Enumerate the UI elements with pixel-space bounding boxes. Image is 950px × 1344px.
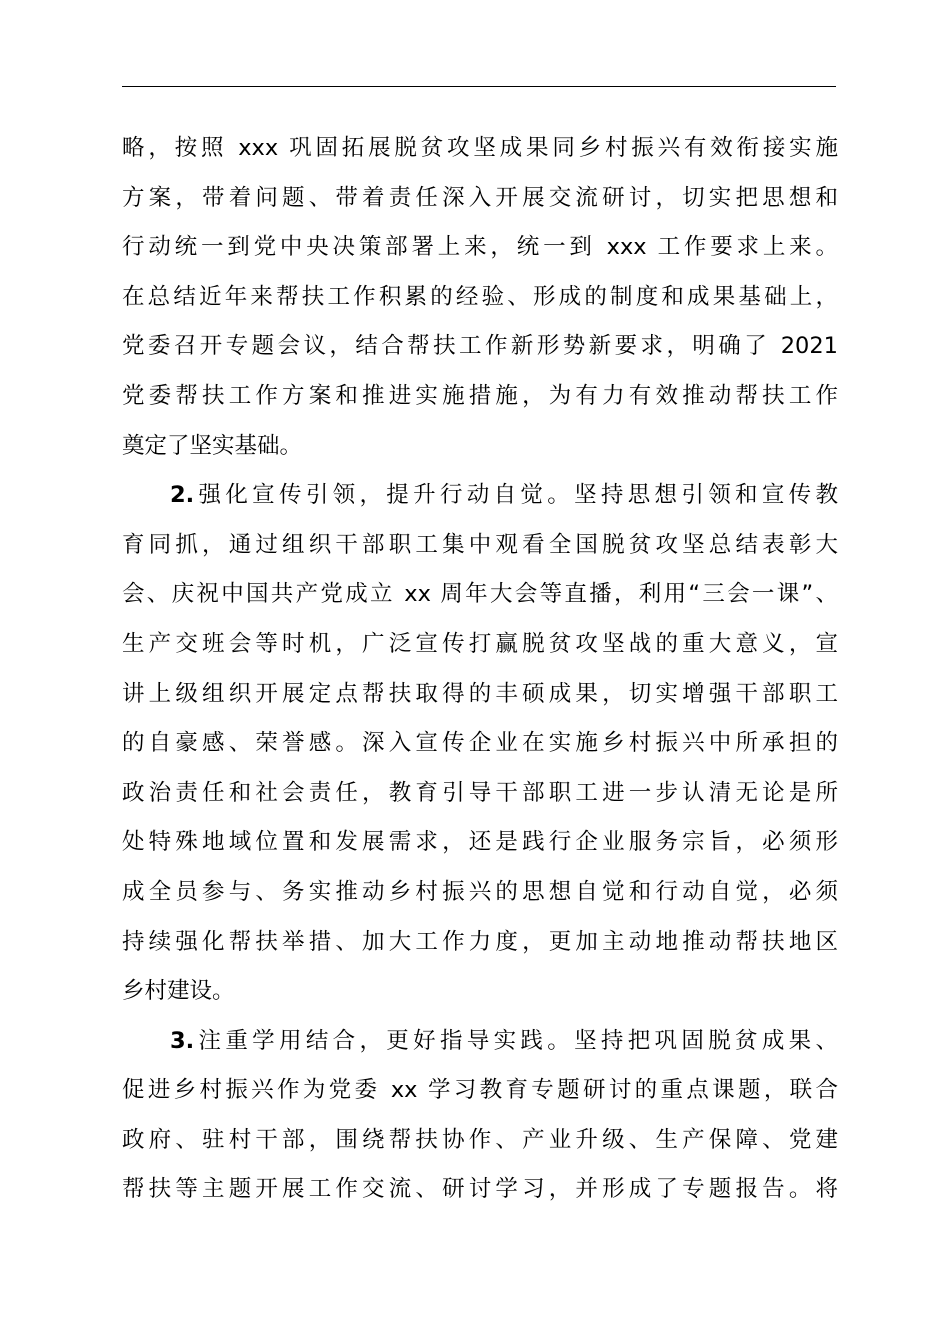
paragraph-2-line-6: 的自豪感、荣誉感。深入宣传企业在实施乡村振兴中所承担的 [122,730,838,757]
document-body [122,124,838,1215]
paragraph-3-first-line [122,1017,838,1067]
paragraph-1-line-3: 行动统一到党中央决策部署上来，统一到 xxx 工作要求上来。 [122,234,838,261]
paragraph-2-line-3: 会、庆祝中国共产党成立 xx 周年大会等直播，利用“三会一课”、 [122,581,838,608]
paragraph-1-line-6: 党委帮扶工作方案和推进实施措施，为有力有效推动帮扶工作 [122,382,838,409]
paragraph-2-line-7: 政治责任和社会责任，教育引导干部职工进一步认清无论是所 [122,779,838,806]
header-rule [122,86,836,87]
paragraph-1 [122,124,838,471]
paragraph-1-line-2: 方案，带着问题、带着责任深入开展交流研讨，切实把思想和 [122,184,838,211]
paragraph-2-line-8: 处特殊地域位置和发展需求，还是践行企业服务宗旨，必须形 [122,829,838,856]
paragraph-1-line-5: 党委召开专题会议，结合帮扶工作新形势新要求，明确了 2021 [122,333,838,360]
paragraph-3-line-2: 促进乡村振兴作为党委 xx 学习教育专题研讨的重点课题，联合 [122,1077,838,1104]
paragraph-2-line-10: 持续强化帮扶举措、加大工作力度，更加主动地推动帮扶地区 [122,928,838,955]
paragraph-1-line-7: 奠定了坚实基础。 [122,432,303,459]
paragraph-2-line-9: 成全员参与、务实推动乡村振兴的思想自觉和行动自觉，必须 [122,878,838,905]
paragraph-2-number: 2. [170,482,195,509]
paragraph-3 [122,1017,838,1215]
paragraph-3-line-3: 政府、驻村干部，围绕帮扶协作、产业升级、生产保障、党建 [122,1126,838,1153]
paragraph-3-heading-text: 注重学用结合，更好指导实践。坚持把巩固脱贫成果、 [194,1027,838,1054]
paragraph-3-number: 3. [170,1027,195,1054]
paragraph-3-line-4: 帮扶等主题开展工作交流、研讨学习，并形成了专题报告。将 [122,1176,838,1203]
paragraph-2-heading-text: 强化宣传引领，提升行动自觉。坚持思想引领和宣传教 [194,482,838,509]
paragraph-2-line-11: 乡村建设。 [122,978,235,1005]
paragraph-2 [122,471,838,1017]
paragraph-1-line-4: 在总结近年来帮扶工作积累的经验、形成的制度和成果基础上， [122,283,838,310]
paragraph-2-line-5: 讲上级组织开展定点帮扶取得的丰硕成果，切实增强干部职工 [122,680,838,707]
paragraph-2-line-4: 生产交班会等时机，广泛宣传打赢脱贫攻坚战的重大意义，宣 [122,630,838,657]
paragraph-1-line-1: 略，按照 xxx 巩固拓展脱贫攻坚成果同乡村振兴有效衔接实施 [122,135,838,161]
paragraph-2-first-line [122,471,838,521]
paragraph-2-line-2: 育同抓，通过组织干部职工集中观看全国脱贫攻坚总结表彰大 [122,531,838,558]
